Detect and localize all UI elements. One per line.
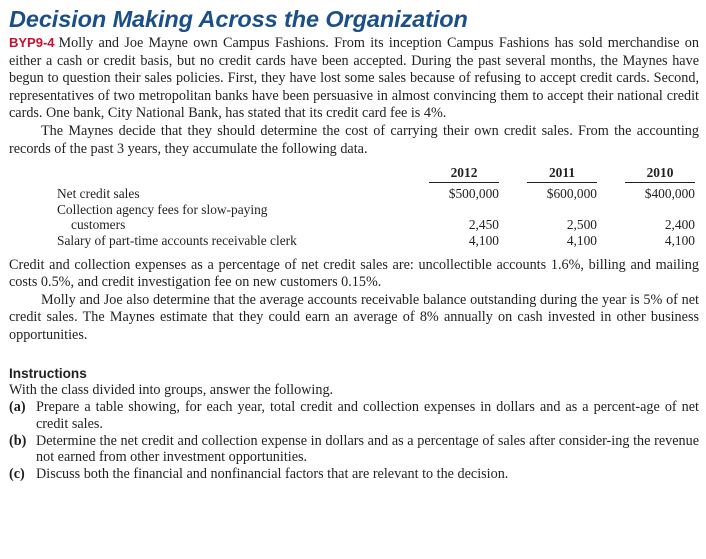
table-row [57, 233, 695, 249]
problem-code: BYP9-4 [9, 35, 55, 50]
row-label: Collection agency fees for slow-paying [57, 201, 268, 217]
table-cell: 2,450 [468, 217, 499, 233]
item-marker: (b) [9, 432, 27, 449]
row-label: Salary of part-time accounts receivable clerk [57, 232, 297, 248]
instructions-list [9, 399, 699, 483]
year-header-2010: 2010 [625, 165, 695, 183]
list-item [9, 399, 699, 433]
table-header-row [57, 165, 695, 186]
table-cell: $400,000 [644, 186, 695, 202]
table-cell: 4,100 [664, 232, 695, 248]
item-marker: (a) [9, 399, 26, 416]
data-table [57, 165, 695, 248]
instructions-heading: Instructions [9, 365, 87, 381]
year-header-2012: 2012 [429, 165, 499, 183]
section-title: Decision Making Across the Organization [9, 6, 468, 32]
row-label: customers [71, 217, 126, 233]
item-text: Determine the net credit and collection expense in dollars and as a percentage of sales after consider-ing the revenue not earned from other investment opportunities. [36, 432, 699, 466]
table-cell: 4,100 [468, 232, 499, 248]
table-cell: $600,000 [546, 186, 597, 202]
table-cell: 2,400 [664, 217, 695, 233]
problem-paragraph-1 [9, 34, 699, 123]
item-text: Prepare a table showing, for each year, total credit and collection expenses in dollars and as a percent-age of net credit sales. [36, 399, 699, 432]
list-item [9, 466, 699, 483]
instructions-intro: With the class divided into groups, answer the following. [9, 381, 334, 398]
table-cell: 2,500 [566, 217, 597, 233]
paragraph-4: Molly and Joe also determine that the average accounts receivable balance outstanding during the year is 5% of net credit sales. The Maynes estimate that they could earn an average of 8% annually on cash invested in other business opportunities. [9, 291, 699, 343]
row-label: Net credit sales [57, 186, 140, 202]
table-cell: $500,000 [448, 186, 499, 202]
list-item [9, 433, 699, 467]
table-cell: 4,100 [566, 232, 597, 248]
table-row [57, 202, 695, 218]
document-page [9, 4, 699, 483]
table-row [57, 186, 695, 202]
problem-paragraph-2: The Maynes decide that they should determine the cost of carrying their own credit sales. From the accounting records of the past 3 years, they accumulate the following data. [9, 122, 699, 157]
paragraph-3: Credit and collection expenses as a percentage of net credit sales are: uncollectible accounts 1.6%, billing and mailing costs 0.5%, and credit investigation fee on new customers 0.15%. [9, 256, 699, 291]
item-marker: (c) [9, 466, 25, 483]
year-header-2011: 2011 [527, 165, 597, 183]
table-row [57, 217, 695, 233]
item-text: Discuss both the financial and nonfinancial factors that are relevant to the decision. [36, 466, 509, 483]
problem-text-1: Molly and Joe Mayne own Campus Fashions. From its inception Campus Fashions has sold merchandise on either a cash or credit basis, but no credit cards have been accepted. During the past several months, the Maynes have begun to question their sales policies. First, they have lost some sales because of refusing to accept credit cards. Second, representatives of two metropolitan banks have been persuasive in almost convincing them to accept their national credit cards. One bank, City National Bank, has stated that its credit card fee is 4%. [9, 35, 699, 122]
